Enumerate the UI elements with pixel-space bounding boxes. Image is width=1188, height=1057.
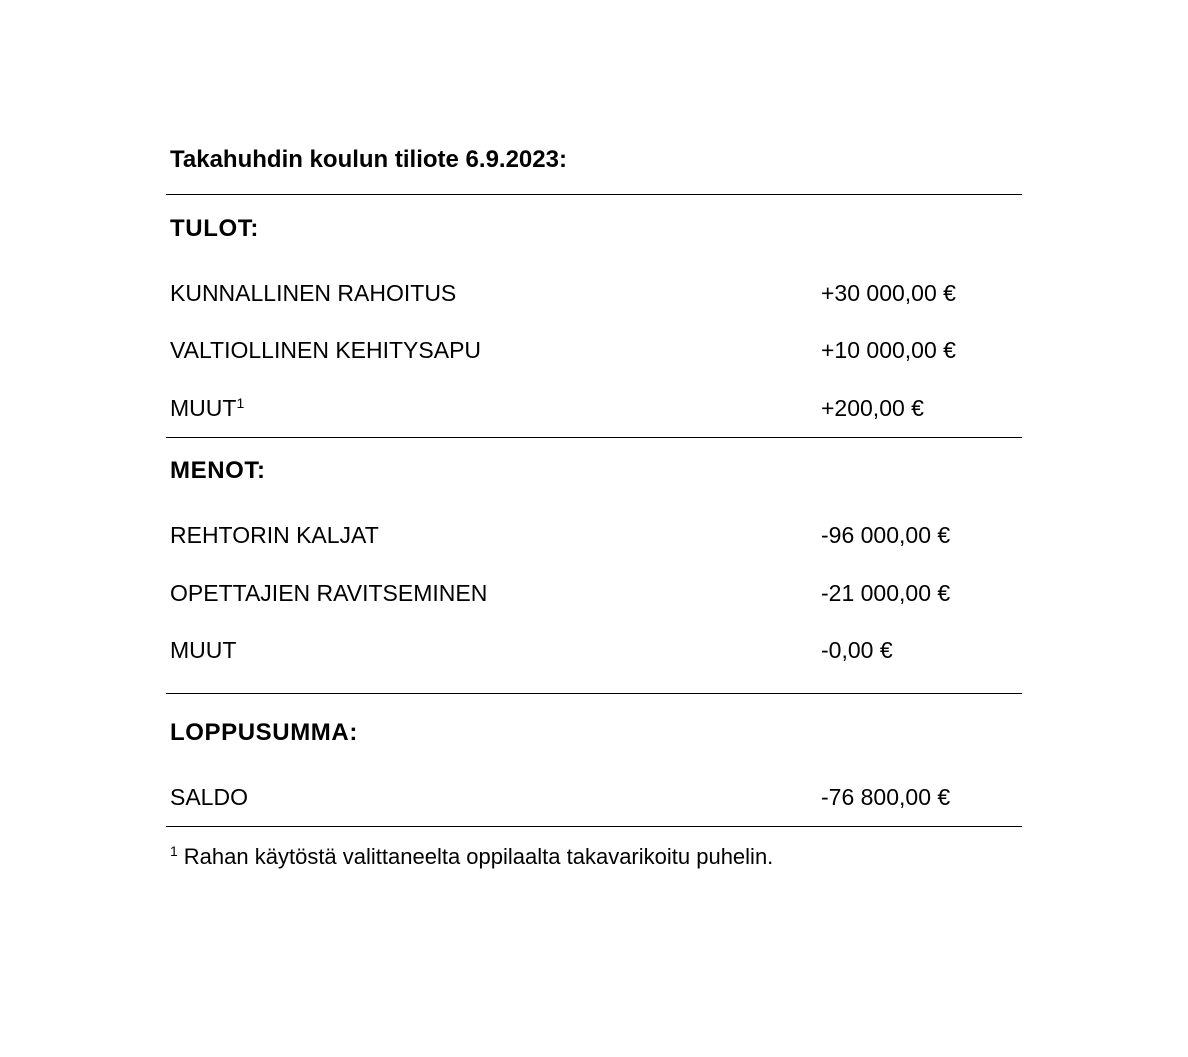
row-amount: -21 000,00 € — [821, 580, 951, 606]
row-label — [170, 393, 244, 423]
footnote-reference: 1 — [236, 395, 245, 411]
total-heading: LOPPUSUMMA: — [170, 719, 358, 746]
divider-bottom — [166, 826, 1022, 827]
row-amount: +30 000,00 € — [821, 280, 956, 306]
row-label: VALTIOLLINEN KEHITYSAPU — [170, 337, 482, 363]
divider-expenses-total — [166, 693, 1022, 694]
footnote-text: Rahan käytöstä valittaneelta oppilaalta takavarikoitu puhelin. — [183, 844, 774, 869]
income-row-municipal — [170, 278, 1022, 308]
income-row-other — [170, 393, 1022, 423]
divider-income-expenses — [166, 437, 1022, 438]
row-label: SALDO — [170, 784, 248, 810]
row-label-text: MUUT — [170, 395, 237, 421]
row-amount: -96 000,00 € — [821, 522, 951, 548]
bank-statement — [166, 0, 1022, 1057]
income-heading: TULOT: — [170, 215, 259, 242]
row-label: OPETTAJIEN RAVITSEMINEN — [170, 580, 488, 606]
footnote-marker: 1 — [170, 843, 178, 859]
row-label: MUUT — [170, 637, 237, 663]
expense-row-teachers — [170, 578, 1022, 608]
row-amount: +200,00 € — [821, 395, 924, 421]
expense-row-principal — [170, 520, 1022, 550]
expenses-heading: MENOT: — [170, 457, 266, 484]
statement-title: Takahuhdin koulun tiliote 6.9.2023: — [170, 146, 567, 173]
row-label: REHTORIN KALJAT — [170, 522, 379, 548]
row-label: KUNNALLINEN RAHOITUS — [170, 280, 457, 306]
total-row-balance — [170, 782, 1022, 812]
row-amount: -76 800,00 € — [821, 784, 951, 810]
footnote — [170, 842, 773, 872]
income-row-state-aid — [170, 335, 1022, 365]
divider-top — [166, 194, 1022, 195]
expense-row-other — [170, 635, 1022, 665]
row-amount: +10 000,00 € — [821, 337, 956, 363]
row-amount: -0,00 € — [821, 637, 893, 663]
